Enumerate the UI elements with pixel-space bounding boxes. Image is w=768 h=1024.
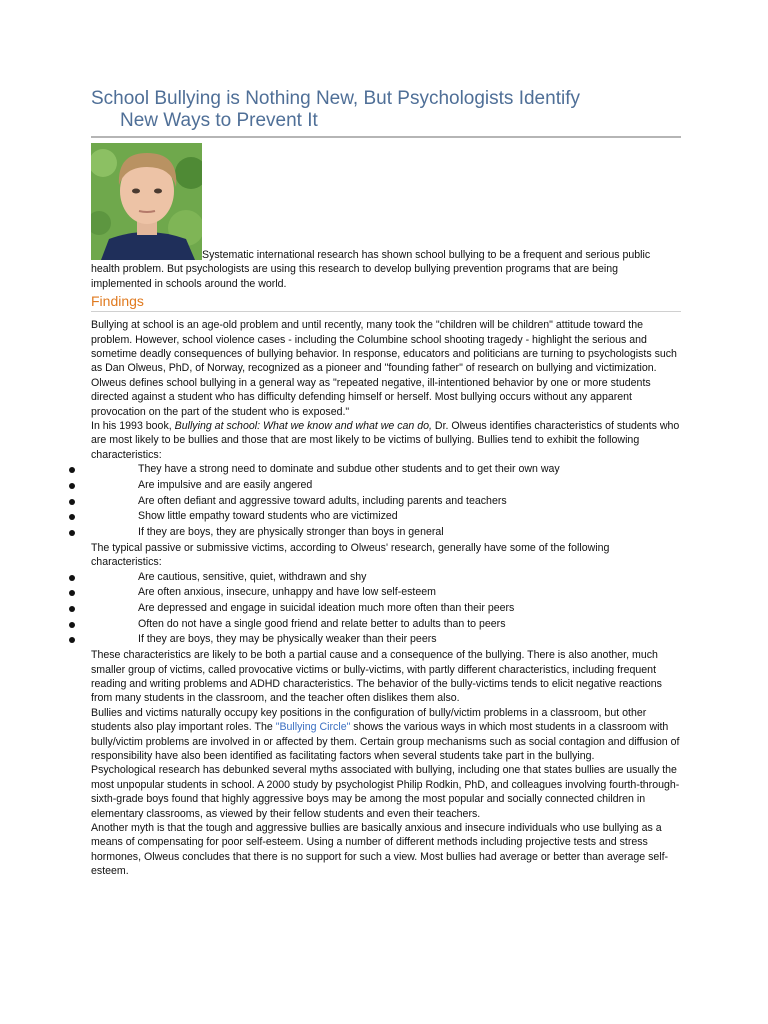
paragraph-definition: Olweus defines school bullying in a general way as "repeated negative, ill-intentioned behavior by one or more students directed against a student who has difficulty defending himself or herself. Most bullying occurs without any apparent provocation on the part of the student who is exposed." xyxy=(91,376,651,418)
paragraph-myths: Psychological research has debunked several myths associated with bullying, including one that states bullies are usually the most unpopular students in school. A 2000 study by psychologist Philip Rodkin, PhD, and colleagues involving fourth-through-sixth-grade boys found that highly aggressive boys may be among the most popular and socially connected children in elementary classrooms, as viewed by their fellow students and even their teachers. xyxy=(91,764,680,820)
list-item xyxy=(91,601,681,617)
bullet-icon xyxy=(69,622,75,628)
paragraph-bully-victims: These characteristics are likely to be both a partial cause and a consequence of the bullying. There is also another, much smaller group of victims, called provocative victims or bully-victims, with partly different characteristics, including frequent reading and writing problems and ADHD characteristics. The behavior of the bully-victims tends to elicit negative reactions from many students in the classroom, and the teacher often dislikes them also. xyxy=(91,649,662,705)
list-item xyxy=(91,509,681,525)
list-item xyxy=(91,494,681,510)
paragraph-victims: The typical passive or submissive victims, according to Olweus' research, generally have some of the following characteristics: xyxy=(91,541,610,569)
list-item-text: If they are boys, they may be physically weaker than their peers xyxy=(138,633,437,646)
list-item xyxy=(91,462,681,478)
list-item xyxy=(91,585,681,601)
list-item xyxy=(91,617,681,633)
list-item xyxy=(91,478,681,494)
bullet-icon xyxy=(69,590,75,596)
bullet-icon xyxy=(69,499,75,505)
book-text-pre: In his 1993 book, xyxy=(91,420,175,433)
book-title: Bullying at school: What we know and what we can do, xyxy=(174,420,432,433)
paragraph-self-esteem: Another myth is that the tough and aggressive bullies are basically anxious and insecure individuals who use bullying as a means of compensating for poor self-esteem. Using a number of different methods including projective tests and stress hormones, Olweus concludes that there is no support for such a view. Most bullies had average or better than average self-esteem. xyxy=(91,822,669,878)
bully-traits-list xyxy=(91,462,681,541)
article-body xyxy=(91,248,681,879)
list-item-text: Are cautious, sensitive, quiet, withdrawn and shy xyxy=(138,570,367,583)
book-text-post: Dr. Olweus identifies characteristics of students who are most likely to be bullies and those that are most likely to be victims of bullying. Bullies tend to exhibit the following characteristics: xyxy=(91,420,680,461)
title-line-1: School Bullying is Nothing New, But Psychologists Identify xyxy=(91,88,580,109)
list-item-text: They have a strong need to dominate and subdue other students and to get their own way xyxy=(138,463,560,476)
circle-text-post: shows the various ways in which most students in a classroom with bully/victim problems are involved in or affected by them. Certain group mechanisms such as social contagion and diffusion of responsibility have also been identified as facilitating factors when several students take part in the bullying. xyxy=(91,721,680,762)
list-item xyxy=(91,525,681,541)
bullet-icon xyxy=(69,575,75,581)
list-item-text: Are impulsive and are easily angered xyxy=(138,478,313,491)
article-title xyxy=(91,88,681,138)
bullying-circle-link[interactable]: "Bullying Circle" xyxy=(275,721,351,734)
bullet-icon xyxy=(69,637,75,643)
portrait-illustration xyxy=(91,143,202,260)
bullet-icon xyxy=(69,530,75,536)
bullet-icon xyxy=(69,483,75,489)
findings-heading: Findings xyxy=(91,292,681,312)
bullet-icon xyxy=(69,606,75,612)
bullet-icon xyxy=(69,467,75,473)
list-item-text: Show little empathy toward students who are victimized xyxy=(138,510,398,523)
title-line-2: New Ways to Prevent It xyxy=(120,110,318,131)
paragraph-book xyxy=(91,419,681,462)
list-item-text: Are often anxious, insecure, unhappy and have low self-esteem xyxy=(138,586,436,599)
circle-text-pre: Bullies and victims naturally occupy key positions in the configuration of bully/victim problems in a classroom, but other students also play important roles. The xyxy=(91,706,647,734)
intro-paragraph: Systematic international research has shown school bullying to be a frequent and serious public health problem. But psychologists are using this research to develop bullying prevention programs that are being implemented in schools around the world. xyxy=(91,249,651,290)
paragraph-history: Bullying at school is an age-old problem and until recently, many took the "children will be children" attitude toward the problem. However, school violence cases - including the Columbine school shooting tragedy - highlight the serious and sometime deadly consequences of bullying behavior. In response, educators and politicians are turning to psychologists such as Dan Olweus, PhD, of Norway, recognized as a pioneer and "founding father" of research on bullying and victimization. xyxy=(91,319,677,375)
list-item-text: Are depressed and engage in suicidal ideation much more often than their peers xyxy=(138,602,515,615)
victim-traits-list xyxy=(91,570,681,649)
list-item-text: Often do not have a single good friend and relate better to adults than to peers xyxy=(138,617,506,630)
boy-portrait-photo xyxy=(91,143,202,260)
list-item-text: Are often defiant and aggressive toward adults, including parents and teachers xyxy=(138,494,507,507)
bullet-icon xyxy=(69,514,75,520)
list-item xyxy=(91,632,681,648)
list-item xyxy=(91,570,681,586)
list-item-text: If they are boys, they are physically stronger than boys in general xyxy=(138,526,444,539)
paragraph-bullying-circle xyxy=(91,706,681,764)
